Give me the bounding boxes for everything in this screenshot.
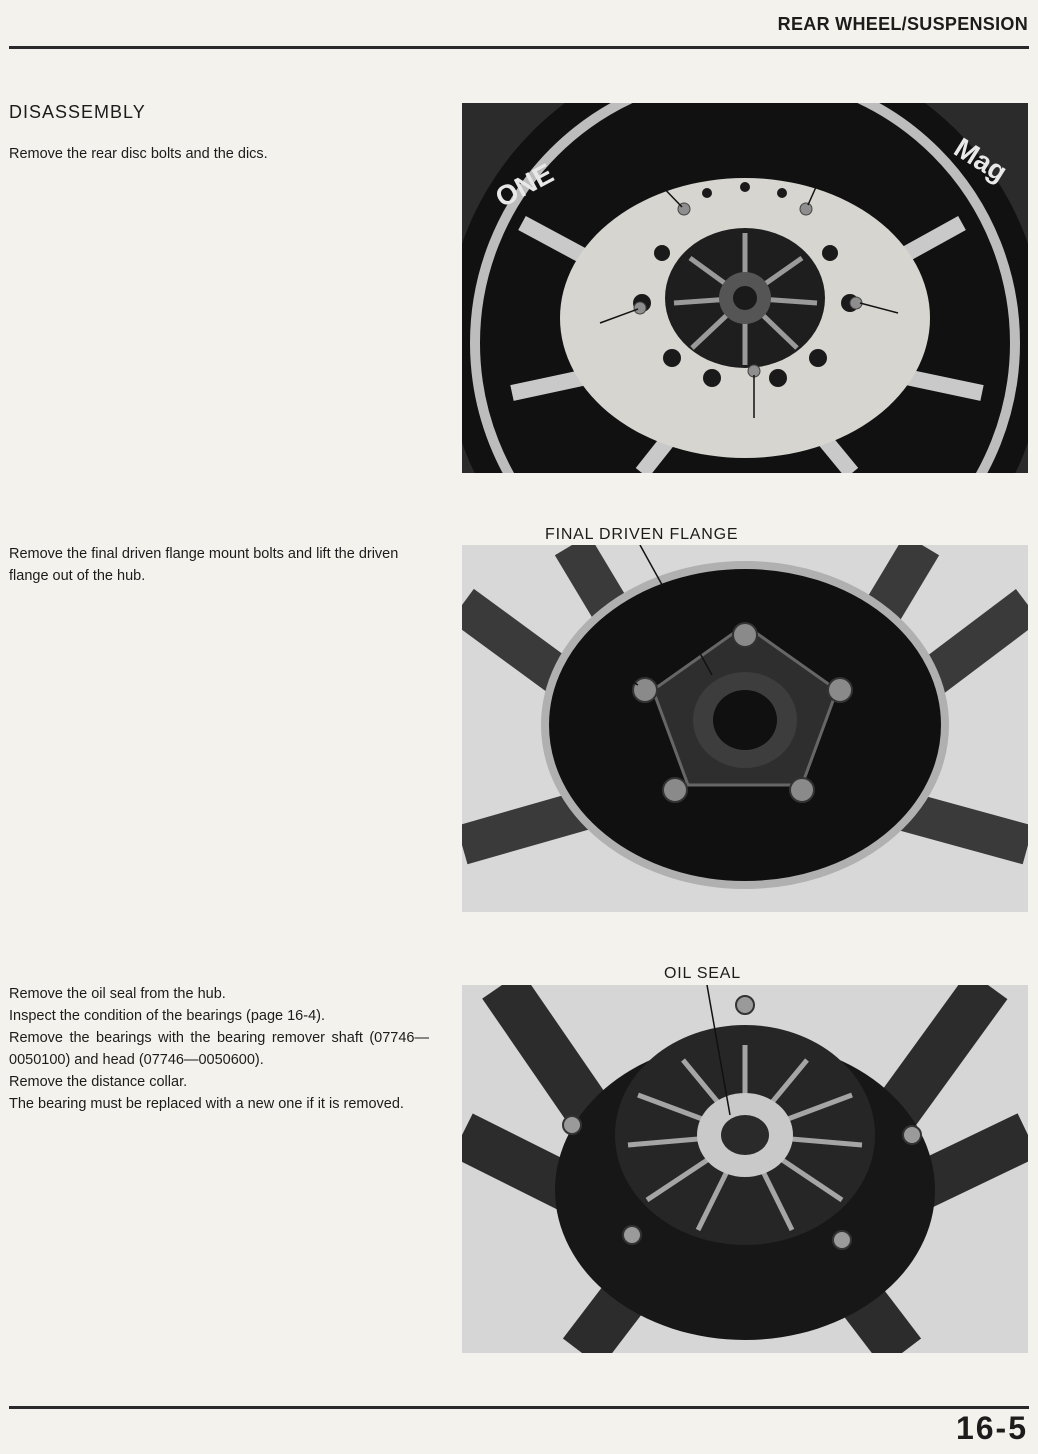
- step-2-line: Remove the final driven flange mount bolts and lift the driven flange out of the hub.: [9, 546, 399, 584]
- callout-oil-seal: OIL SEAL: [664, 965, 741, 982]
- step-1-text: [9, 143, 429, 165]
- step-3-line-4: Remove the distance collar.: [9, 1074, 188, 1090]
- step-3-line-1: Remove the oil seal from the hub.: [9, 986, 226, 1002]
- photo-oil-seal: [462, 985, 1028, 1353]
- tire-text-left: ONE: [490, 157, 559, 214]
- footer-rule: [9, 1406, 1029, 1409]
- callout-final-driven-flange: FINAL DRIVEN FLANGE: [545, 526, 739, 543]
- step-3-line-2: Inspect the condition of the bearings (page 16-4).: [9, 1008, 325, 1024]
- header-rule: [9, 46, 1029, 49]
- step-1-line: Remove the rear disc bolts and the dics.: [9, 146, 268, 162]
- page-header-title: REAR WHEEL/SUSPENSION: [777, 14, 1028, 34]
- tire-text-right: Mag: [948, 131, 1013, 188]
- photo-rear-disc: [462, 103, 1028, 473]
- step-2-text: [9, 543, 429, 587]
- step-3-line-3: Remove the bearings with the bearing remover shaft (07746—0050100) and head (07746—0050600).: [9, 1030, 429, 1068]
- step-3-text: [9, 983, 429, 1115]
- section-heading: DISASSEMBLY: [9, 102, 146, 122]
- step-3-line-5: The bearing must be replaced with a new one if it is removed.: [9, 1096, 404, 1112]
- page-number: 16-5: [955, 1410, 1028, 1446]
- photo-final-driven-flange: [462, 545, 1028, 912]
